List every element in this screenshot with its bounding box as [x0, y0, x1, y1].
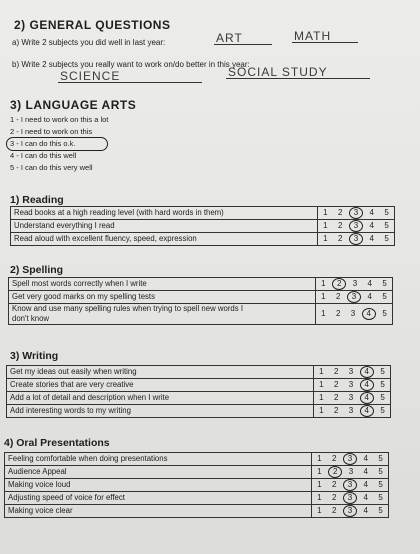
- writing-title: 3) Writing: [10, 350, 59, 362]
- rating-number: 5: [384, 208, 389, 217]
- rating-scale: [316, 291, 392, 303]
- rating-circled: 3: [343, 492, 357, 504]
- rating-number: 1: [317, 493, 322, 502]
- rating-number: 4: [369, 221, 374, 230]
- rating-scale: [318, 233, 394, 245]
- spelling-table: [8, 277, 393, 325]
- rating-cell: [312, 453, 389, 466]
- rating-number: 4: [369, 234, 374, 243]
- rating-number: 2: [333, 367, 339, 376]
- rating-number: 1: [319, 406, 324, 415]
- table-row: [9, 291, 393, 304]
- rating-number: 4: [367, 292, 372, 301]
- rating-cell: [314, 366, 391, 379]
- rating-number: 5: [382, 292, 387, 301]
- rating-number: 2: [331, 480, 337, 489]
- rating-cell: [312, 492, 389, 505]
- oral-table: [4, 452, 389, 518]
- table-row: [7, 405, 391, 418]
- rating-number: 5: [378, 493, 383, 502]
- rating-number: 1: [321, 279, 326, 288]
- rating-number: 1: [321, 309, 326, 318]
- rating-cell: [318, 207, 395, 220]
- rating-number: 2: [333, 406, 339, 415]
- rating-number: 2: [333, 393, 339, 402]
- rating-circled: 4: [360, 405, 374, 417]
- answer-a-1: ART: [214, 32, 272, 45]
- rating-number: 4: [369, 208, 374, 217]
- scale-line-5: 5 - I can do this very well: [10, 163, 93, 172]
- rating-scale: [314, 366, 390, 378]
- rating-number: 5: [382, 309, 387, 318]
- rating-cell: [312, 466, 389, 479]
- rating-cell: [312, 479, 389, 492]
- rating-number: 1: [321, 292, 326, 301]
- item-text: Spell most words correctly when I write: [9, 278, 316, 291]
- table-row: [5, 492, 389, 505]
- rating-circled: 3: [347, 291, 361, 303]
- rating-number: 1: [317, 454, 322, 463]
- scale-line-1: 1 - I need to work on this a lot: [10, 115, 109, 124]
- rating-number: 5: [378, 506, 383, 515]
- rating-number: 1: [317, 506, 322, 515]
- item-text: Making voice loud: [5, 479, 312, 492]
- rating-circled: 4: [360, 379, 374, 391]
- oral-presentations-title: 4) Oral Presentations: [4, 437, 110, 449]
- rating-number: 2: [331, 506, 337, 515]
- rating-scale: [312, 466, 388, 478]
- table-row: [11, 233, 395, 246]
- scale-3-circle: [6, 137, 108, 151]
- table-row: [5, 479, 389, 492]
- item-text: Feeling comfortable when doing presentations: [5, 453, 312, 466]
- rating-number: 2: [337, 234, 343, 243]
- rating-cell: [318, 220, 395, 233]
- rating-circled: 4: [360, 392, 374, 404]
- rating-circled: 3: [349, 207, 363, 219]
- rating-number: 2: [337, 221, 343, 230]
- rating-cell: [314, 405, 391, 418]
- rating-circled: 4: [360, 366, 374, 378]
- table-row: [11, 207, 395, 220]
- rating-number: 3: [348, 367, 354, 376]
- item-text: Get my ideas out easily when writing: [7, 366, 314, 379]
- rating-number: 5: [378, 480, 383, 489]
- rating-cell: [314, 379, 391, 392]
- reading-title: 1) Reading: [10, 194, 64, 206]
- rating-number: 3: [352, 279, 358, 288]
- item-text: Add interesting words to my writing: [7, 405, 314, 418]
- rating-cell: [312, 505, 389, 518]
- rating-number: 2: [335, 309, 341, 318]
- table-row: [5, 466, 389, 479]
- rating-circled: 3: [343, 453, 357, 465]
- item-text: Create stories that are very creative: [7, 379, 314, 392]
- rating-scale: [318, 220, 394, 232]
- item-text: Read aloud with excellent fluency, speed, expression: [11, 233, 318, 246]
- reading-table: [10, 206, 395, 246]
- scale-line-2: 2 - I need to work on this: [10, 127, 93, 136]
- rating-circled: 2: [328, 466, 342, 478]
- rating-number: 1: [323, 234, 328, 243]
- rating-number: 5: [384, 221, 389, 230]
- table-row: [9, 278, 393, 291]
- rating-number: 1: [323, 208, 328, 217]
- item-text: Making voice clear: [5, 505, 312, 518]
- rating-scale: [312, 505, 388, 517]
- language-arts-title: 3) LANGUAGE ARTS: [10, 98, 137, 112]
- rating-number: 5: [380, 367, 385, 376]
- rating-number: 4: [363, 480, 368, 489]
- rating-number: 3: [348, 380, 354, 389]
- item-text: Add a lot of detail and description when I write: [7, 392, 314, 405]
- table-row: [7, 379, 391, 392]
- rating-cell: [318, 233, 395, 246]
- rating-circled: 3: [349, 233, 363, 245]
- item-text: Adjusting speed of voice for effect: [5, 492, 312, 505]
- rating-scale: [312, 453, 388, 465]
- rating-number: 3: [350, 309, 356, 318]
- rating-number: 4: [363, 467, 368, 476]
- rating-number: 2: [331, 454, 337, 463]
- rating-number: 1: [317, 467, 322, 476]
- item-text-line-1: Know and use many spelling rules when trying to spell new words I: [12, 304, 243, 313]
- rating-circled: 3: [343, 479, 357, 491]
- item-text: Audience Appeal: [5, 466, 312, 479]
- rating-cell: [314, 392, 391, 405]
- rating-scale: [316, 278, 392, 290]
- rating-circled: 2: [332, 278, 346, 290]
- rating-number: 3: [348, 467, 354, 476]
- rating-number: 3: [348, 393, 354, 402]
- table-row: [9, 304, 393, 325]
- rating-cell: [316, 291, 393, 304]
- scale-line-4: 4 - I can do this well: [10, 151, 77, 160]
- rating-number: 2: [337, 208, 343, 217]
- rating-number: 4: [363, 454, 368, 463]
- rating-number: 2: [331, 493, 337, 502]
- table-row: [5, 453, 389, 466]
- question-b: b) Write 2 subjects you really want to work on/do better in this year:: [12, 60, 250, 69]
- rating-number: 4: [363, 506, 368, 515]
- rating-scale: [314, 392, 390, 404]
- rating-scale: [316, 308, 392, 320]
- rating-number: 1: [319, 393, 324, 402]
- rating-scale: [314, 405, 390, 417]
- item-text: Understand everything I read: [11, 220, 318, 233]
- rating-number: 5: [378, 454, 383, 463]
- rating-scale: [314, 379, 390, 391]
- rating-number: 5: [380, 380, 385, 389]
- item-text: [9, 304, 316, 325]
- rating-number: 1: [323, 221, 328, 230]
- writing-table: [6, 365, 391, 418]
- question-a: a) Write 2 subjects you did well in last year:: [12, 38, 166, 47]
- rating-number: 5: [380, 406, 385, 415]
- rating-number: 1: [319, 380, 324, 389]
- rating-number: 5: [382, 279, 387, 288]
- table-row: [7, 392, 391, 405]
- rating-number: 5: [384, 234, 389, 243]
- rating-number: 2: [335, 292, 341, 301]
- answer-b-2: SOCIAL STUDY: [226, 66, 370, 79]
- rating-circled: 4: [362, 308, 376, 320]
- rating-number: 2: [333, 380, 339, 389]
- general-questions-title: 2) GENERAL QUESTIONS: [14, 18, 171, 32]
- rating-number: 1: [319, 367, 324, 376]
- rating-circled: 3: [343, 505, 357, 517]
- answer-b-1: SCIENCE: [58, 70, 202, 83]
- spelling-title: 2) Spelling: [10, 264, 64, 276]
- table-row: [5, 505, 389, 518]
- rating-scale: [318, 207, 394, 219]
- rating-number: 3: [348, 406, 354, 415]
- rating-circled: 3: [349, 220, 363, 232]
- item-text: Read books at a high reading level (with hard words in them): [11, 207, 318, 220]
- answer-a-2: MATH: [292, 30, 358, 43]
- rating-cell: [316, 278, 393, 291]
- table-row: [7, 366, 391, 379]
- rating-number: 5: [378, 467, 383, 476]
- scale-line-3: 3 - I can do this o.k.: [10, 139, 76, 148]
- rating-cell: [316, 304, 393, 325]
- rating-number: 4: [367, 279, 372, 288]
- rating-scale: [312, 479, 388, 491]
- rating-number: 4: [363, 493, 368, 502]
- rating-number: 5: [380, 393, 385, 402]
- rating-scale: [312, 492, 388, 504]
- item-text: Get very good marks on my spelling tests: [9, 291, 316, 304]
- item-text-line-2: don't know: [12, 314, 50, 323]
- rating-number: 1: [317, 480, 322, 489]
- table-row: [11, 220, 395, 233]
